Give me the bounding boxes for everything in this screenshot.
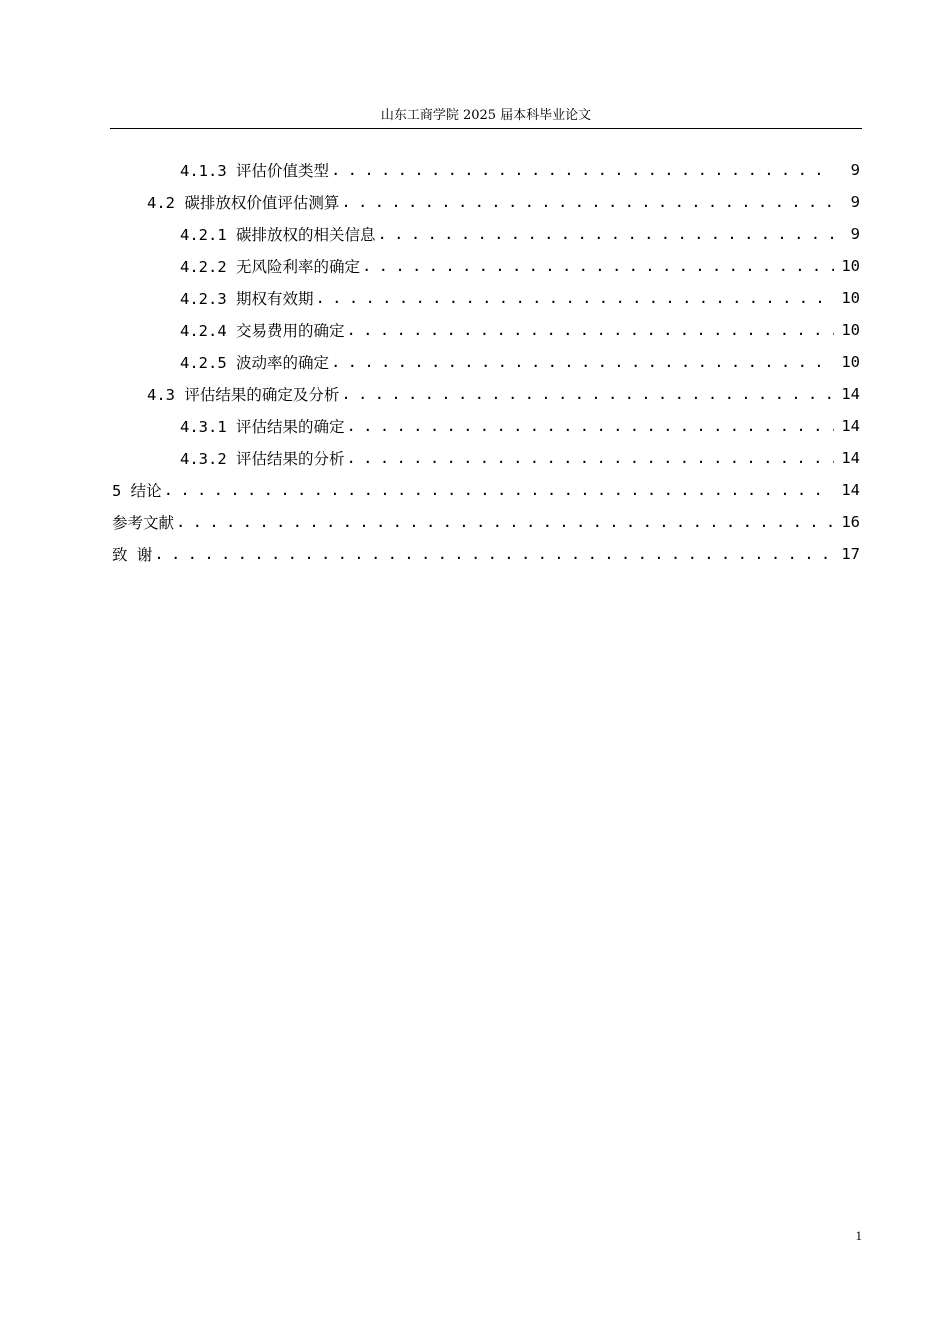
toc-entry-page: 14 [841, 449, 860, 467]
toc-dot-leader [362, 257, 834, 275]
toc-entry[interactable] [112, 538, 860, 570]
header-divider [110, 128, 862, 129]
toc-entry-page: 16 [841, 513, 860, 531]
toc-entry[interactable] [180, 218, 860, 250]
toc-entry-label: 4.1.3 评估价值类型 [180, 162, 329, 180]
toc-entry[interactable] [180, 346, 860, 378]
toc-entry-page: 10 [841, 289, 860, 307]
toc-entry-page: 9 [850, 225, 860, 243]
toc-entry-page: 9 [850, 193, 860, 211]
toc-entry-label: 4.2.5 波动率的确定 [180, 354, 329, 372]
toc-entry-label: 4.2.1 碳排放权的相关信息 [180, 226, 376, 244]
toc-dot-leader [331, 161, 834, 179]
toc-dot-leader [378, 225, 835, 243]
toc-dot-leader [347, 449, 835, 467]
toc-dot-leader [176, 513, 834, 531]
toc-dot-leader [331, 353, 834, 371]
toc-entry-label: 4.3 评估结果的确定及分析 [147, 386, 340, 404]
toc-entry-label: 致 谢 [112, 546, 153, 564]
toc-entry[interactable] [180, 154, 860, 186]
toc-dot-leader [154, 545, 834, 563]
toc-entry-label: 4.2 碳排放权价值评估测算 [147, 194, 340, 212]
toc-dot-leader [347, 321, 835, 339]
toc-entry[interactable] [112, 474, 860, 506]
toc-entry-label: 4.3.1 评估结果的确定 [180, 418, 345, 436]
toc-entry-label: 4.3.2 评估结果的分析 [180, 450, 345, 468]
page-number: 1 [855, 1228, 862, 1243]
toc-entry-page: 9 [850, 161, 860, 179]
toc-entry-page: 17 [841, 545, 860, 563]
toc-dot-leader [347, 417, 835, 435]
toc-dot-leader [164, 481, 834, 499]
toc-entry[interactable] [147, 186, 860, 218]
toc-entry[interactable] [180, 410, 860, 442]
toc-entry-page: 10 [841, 257, 860, 275]
toc-entry-label: 4.2.3 期权有效期 [180, 290, 314, 308]
toc-entry[interactable] [180, 442, 860, 474]
toc-entry-label: 5 结论 [112, 482, 162, 500]
toc-entry[interactable] [180, 250, 860, 282]
page-header: 山东工商学院 2025 届本科毕业论文 [380, 108, 592, 123]
toc-entry-page: 10 [841, 321, 860, 339]
toc-entry[interactable] [147, 378, 860, 410]
toc-entry-label: 4.2.2 无风险利率的确定 [180, 258, 360, 276]
toc-entry-page: 14 [841, 417, 860, 435]
toc-dot-leader [341, 193, 834, 211]
toc-entry[interactable] [180, 282, 860, 314]
toc-entry-label: 4.2.4 交易费用的确定 [180, 322, 345, 340]
toc-entry-page: 14 [841, 385, 860, 403]
toc-entry-label: 参考文献 [112, 514, 175, 532]
toc-entry-page: 14 [841, 481, 860, 499]
toc-entry[interactable] [180, 314, 860, 346]
toc-dot-leader [341, 385, 834, 403]
toc-dot-leader [316, 289, 835, 307]
toc-entry-page: 10 [841, 353, 860, 371]
toc-entry[interactable] [112, 506, 860, 538]
